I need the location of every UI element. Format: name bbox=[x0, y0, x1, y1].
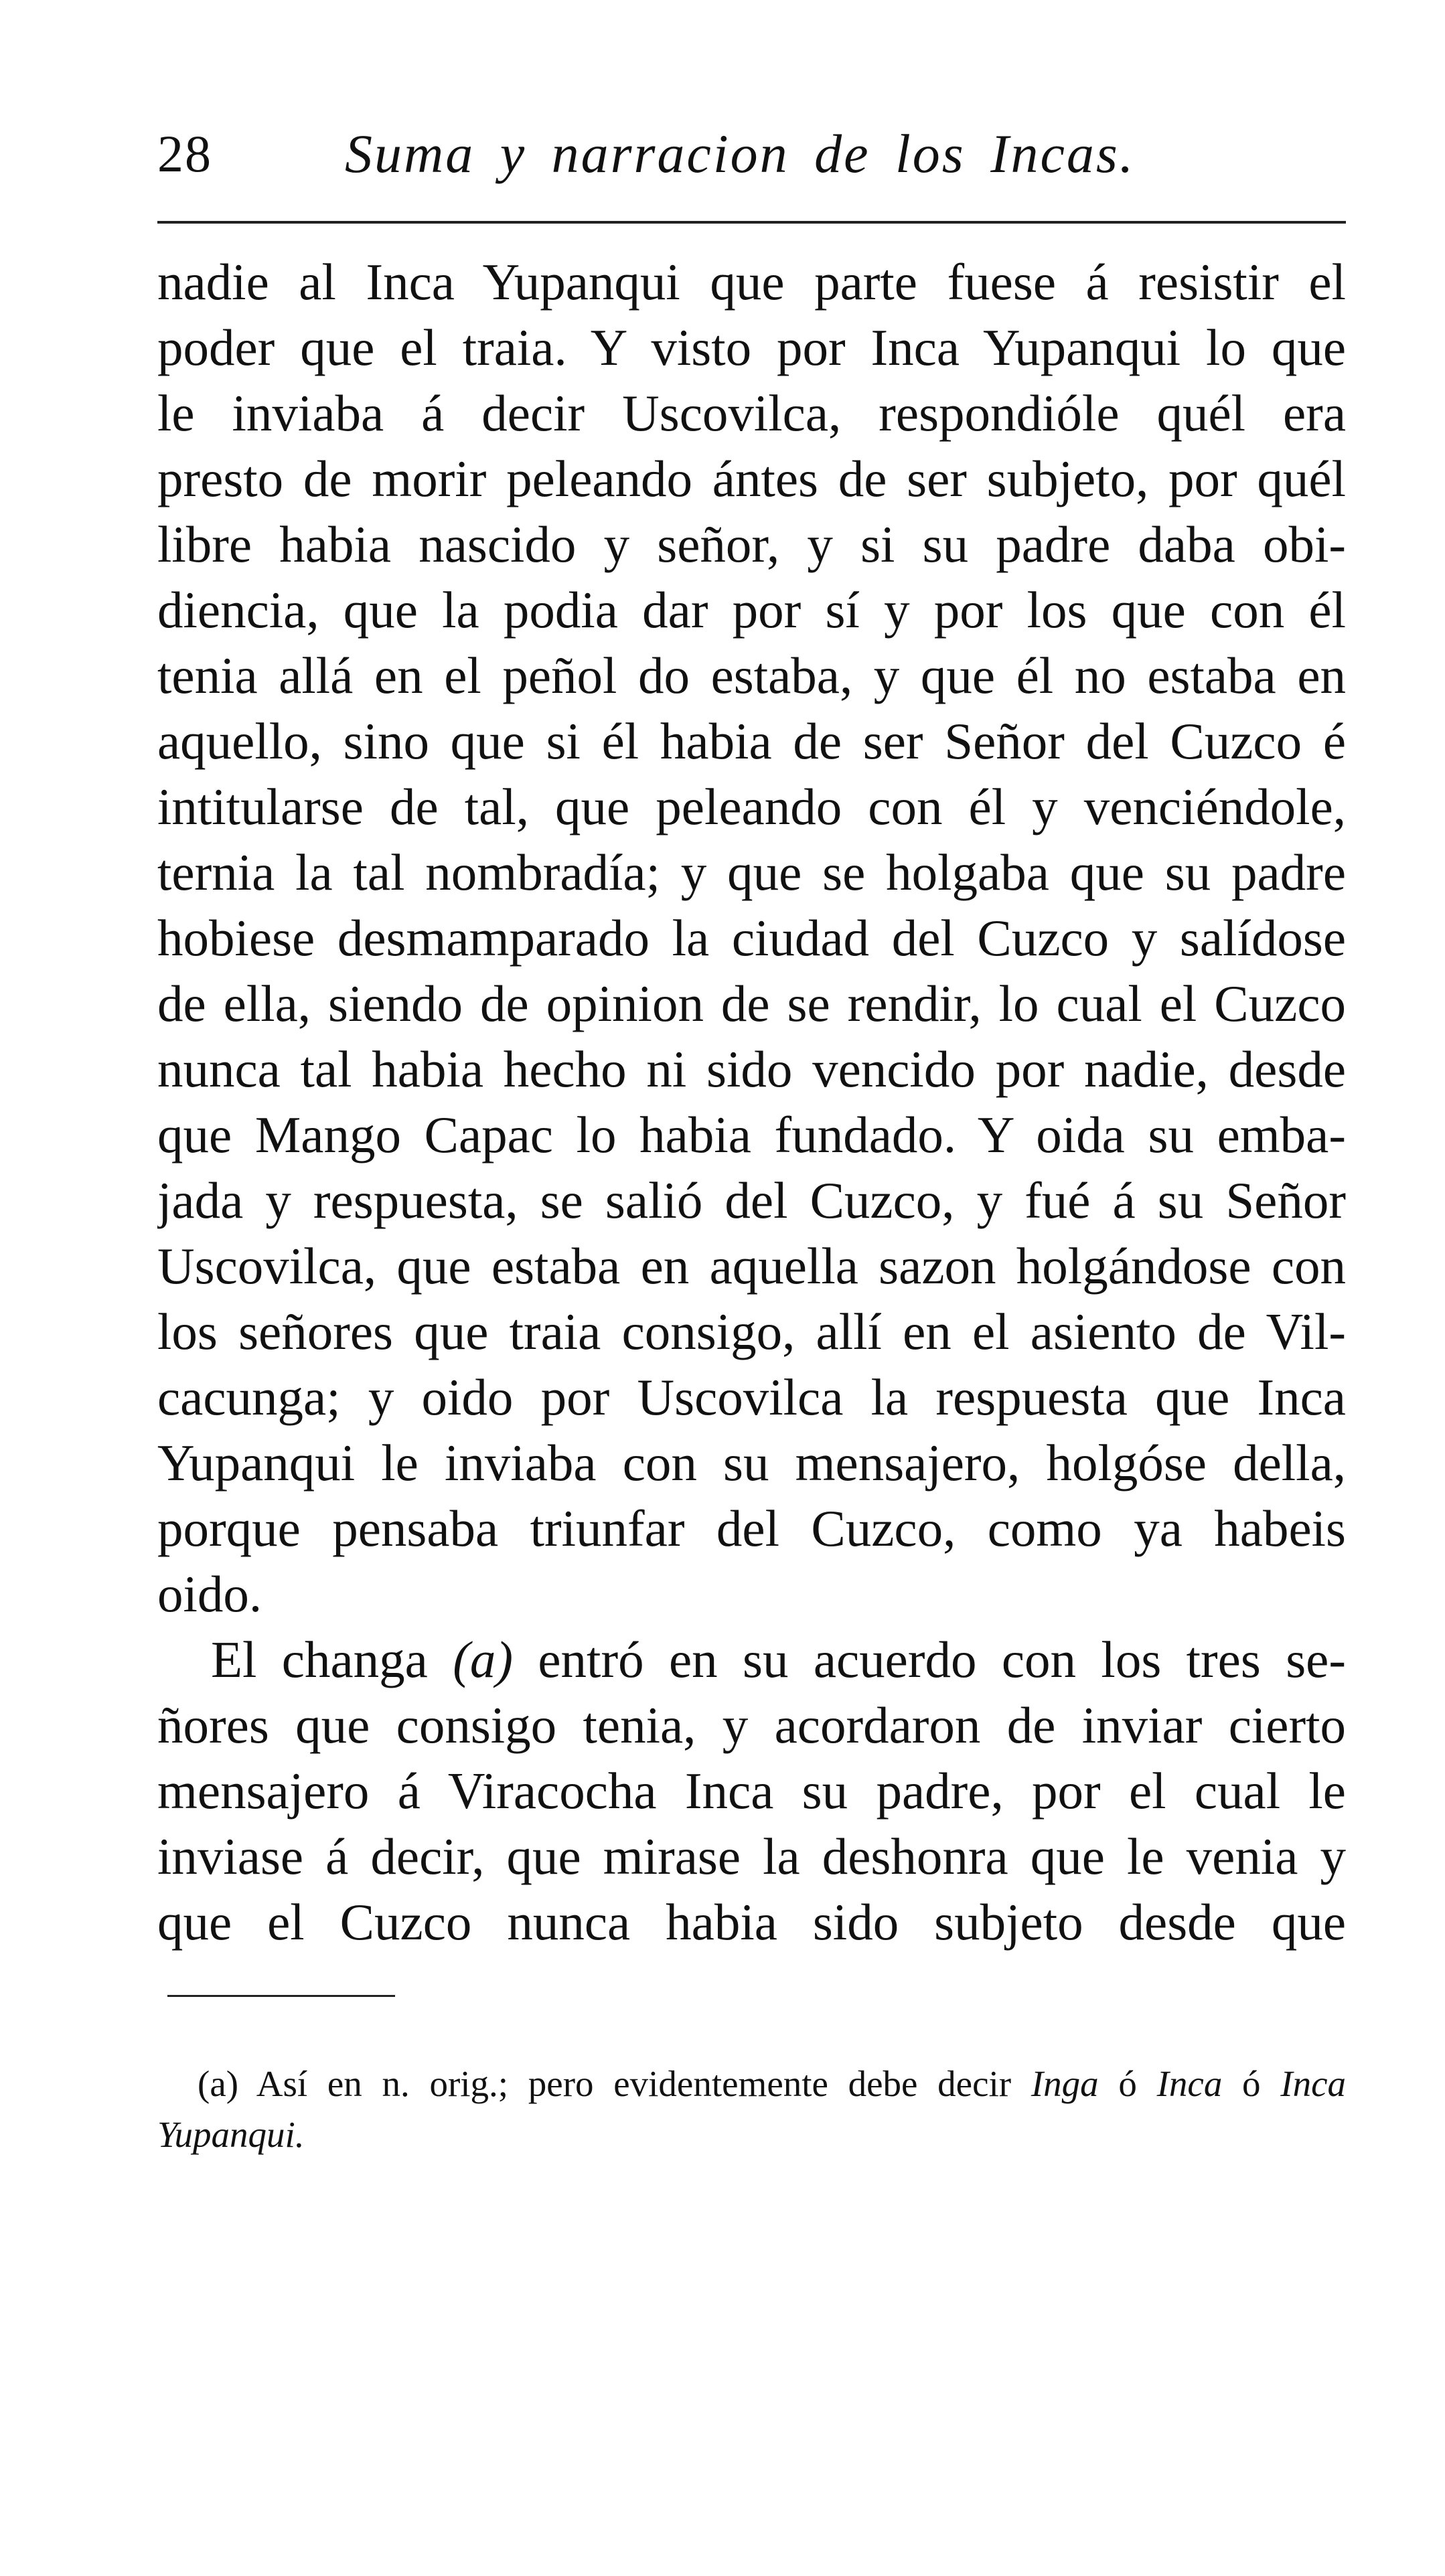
text-line: porque pensaba triunfar del Cuzco, como ya habeis bbox=[157, 1500, 1346, 1557]
text-line: que Mango Capac lo habia fundado. Y oida su emba- bbox=[157, 1106, 1346, 1163]
footnote-rule bbox=[167, 1995, 395, 1997]
text-line: mensajero á Viracocha Inca su padre, por el cual le bbox=[157, 1762, 1346, 1820]
text-line: Yupanqui le inviaba con su mensajero, holgóse della, bbox=[157, 1434, 1346, 1492]
text-line: diencia, que la podia dar por sí y por los que con él bbox=[157, 581, 1346, 639]
text-line: Uscovilca, que estaba en aquella sazon holgándose con bbox=[157, 1237, 1346, 1295]
footnote-term: Inga bbox=[1031, 2063, 1099, 2104]
footnote-text: ó bbox=[1098, 2063, 1157, 2104]
footnote bbox=[157, 2059, 1346, 2160]
text-run: El changa bbox=[211, 1631, 453, 1688]
text-line: ternia la tal nombradía; y que se holgaba que su padre bbox=[157, 843, 1346, 901]
text-line: poder que el traia. Y visto por Inca Yupanqui lo que bbox=[157, 319, 1346, 376]
text-line: tenia allá en el peñol do estaba, y que él no estaba en bbox=[157, 647, 1346, 704]
footnote-marker: (a) bbox=[198, 2063, 239, 2104]
body-text bbox=[157, 249, 1346, 1955]
text-line: presto de morir peleando ántes de ser subjeto, por quél bbox=[157, 450, 1346, 507]
text-line: aquello, sino que si él habia de ser Señor del Cuzco é bbox=[157, 712, 1346, 770]
text-line: jada y respuesta, se salió del Cuzco, y fué á su Señor bbox=[157, 1172, 1346, 1229]
text-line: inviase á decir, que mirase la deshonra que le venia y bbox=[157, 1828, 1346, 1885]
running-head bbox=[157, 117, 1346, 191]
text-line: libre habia nascido y señor, y si su padre daba obi- bbox=[157, 515, 1346, 573]
text-line: hobiese desmamparado la ciudad del Cuzco y salídose bbox=[157, 909, 1346, 967]
page-number: 28 bbox=[157, 125, 212, 183]
text-run: entró en su acuerdo con los tres se- bbox=[513, 1631, 1346, 1688]
footnote-term: Yupanqui. bbox=[157, 2114, 305, 2155]
footnote-line bbox=[157, 2059, 1346, 2109]
header-rule bbox=[157, 221, 1346, 224]
text-line: le inviaba á decir Uscovilca, respondióle quél era bbox=[157, 384, 1346, 442]
footnote-text: Así en n. orig.; pero evidentemente debe decir bbox=[238, 2063, 1031, 2104]
footnote-term: Inca bbox=[1280, 2063, 1346, 2104]
text-line: que el Cuzco nunca habia sido subjeto desde que bbox=[157, 1893, 1346, 1951]
footnote-text: ó bbox=[1222, 2063, 1281, 2104]
text-line: de ella, siendo de opinion de se rendir, lo cual el Cuzco bbox=[157, 975, 1346, 1032]
text-line: intitularse de tal, que peleando con él y venciéndole, bbox=[157, 778, 1346, 835]
footnote-term: Inca bbox=[1156, 2063, 1223, 2104]
text-line: nunca tal habia hecho ni sido vencido por nadie, desde bbox=[157, 1040, 1346, 1098]
note-reference: (a) bbox=[453, 1631, 513, 1688]
text-line: nadie al Inca Yupanqui que parte fuese á resistir el bbox=[157, 253, 1346, 311]
paragraph-first-line bbox=[157, 1627, 1346, 1692]
footnote-line bbox=[157, 2109, 1346, 2160]
text-line: oido. bbox=[157, 1565, 262, 1623]
running-title: Suma y narracion de los Incas. bbox=[345, 123, 1136, 184]
text-line: los señores que traia consigo, allí en el asiento de Vil- bbox=[157, 1303, 1346, 1360]
text-line: cacunga; y oido por Uscovilca la respuesta que Inca bbox=[157, 1368, 1346, 1426]
text-line: ñores que consigo tenia, y acordaron de inviar cierto bbox=[157, 1696, 1346, 1754]
